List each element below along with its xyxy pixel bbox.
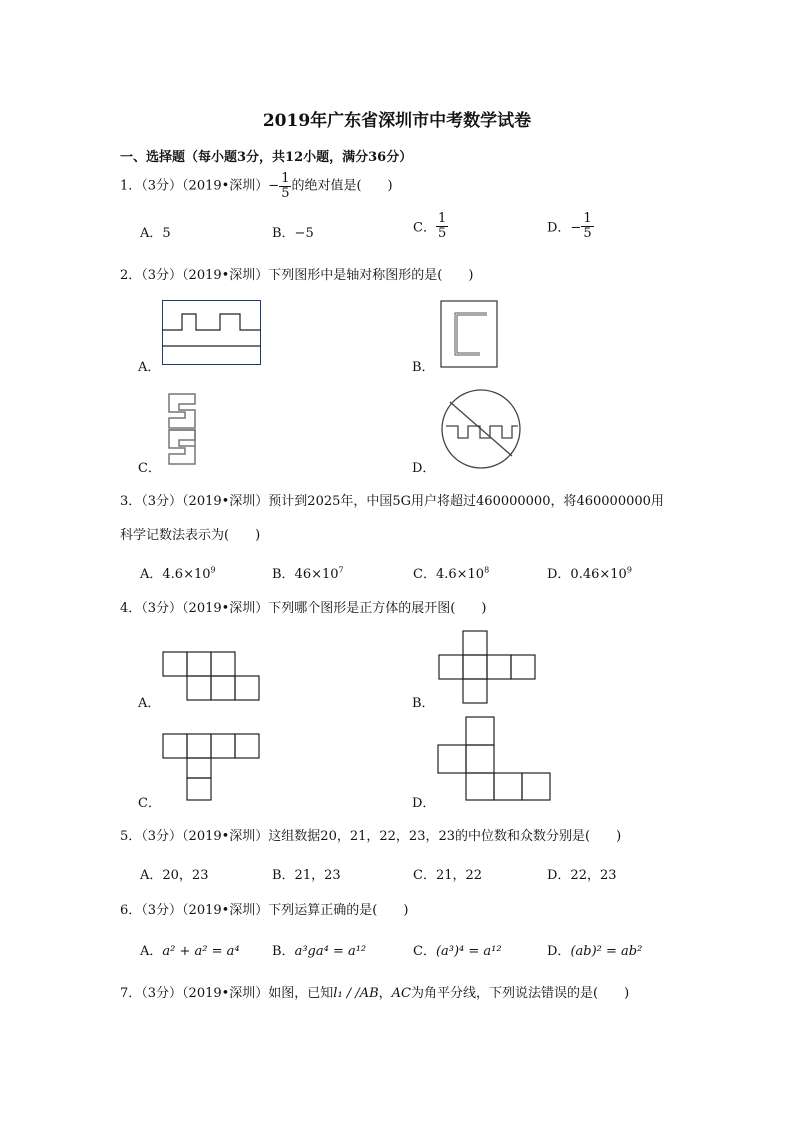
q1-option-c-den: 5	[437, 225, 447, 241]
question-1-neg: −	[268, 178, 280, 194]
q3-option-a-base: A．4.6×10	[140, 567, 211, 582]
question-5: 5．（3分）（2019•深圳）这组数据20，21，22，23，23的中位数和众数分别是( )	[120, 829, 622, 844]
question-1-prefix: 1．（3分）（2019•深圳）	[120, 178, 269, 194]
q3-option-d-base: D．0.46×10	[547, 567, 627, 582]
question-2: 2．（3分）（2019•深圳）下列图形中是轴对称图形的是( )	[120, 268, 474, 283]
q6-option-c-expr: (a³)⁴ = a¹²	[435, 944, 502, 959]
q2-figure-a	[162, 300, 262, 366]
q1-option-d-num: 1	[583, 211, 592, 226]
q6-option-d	[547, 940, 642, 959]
q1-option-d-den: 5	[583, 225, 592, 241]
q6-option-d-expr: (ab)² = ab²	[570, 944, 643, 959]
q6-option-b	[272, 940, 366, 959]
q6-option-a-expr: a² + a² = a⁴	[162, 944, 240, 959]
q4-label-d: D．	[412, 796, 436, 811]
q4-net-b	[438, 630, 536, 706]
q5-option-a: A．20，23	[140, 868, 209, 883]
q3-option-b	[272, 563, 344, 582]
question-1-frac-num: 1	[281, 171, 290, 186]
q2-label-b: B．	[412, 360, 435, 375]
question-7-math-1: l₁ / /AB	[333, 986, 379, 1001]
q5-option-b: B．21，23	[272, 868, 341, 883]
question-7	[120, 982, 629, 1001]
q2-figure-d	[440, 388, 522, 470]
q4-net-d	[437, 716, 553, 802]
question-7-suffix: 为角平分线，下列说法错误的是( )	[411, 986, 630, 1001]
q1-option-c	[413, 212, 448, 240]
question-7-prefix: 7．（3分）（2019•深圳）如图，已知	[120, 986, 334, 1001]
q5-option-d: D．22，23	[547, 868, 617, 883]
q1-option-a: A．5	[140, 226, 171, 241]
question-7-mid: ，	[378, 986, 392, 1001]
q2-label-d: D．	[412, 461, 436, 476]
q5-option-c: C．21，22	[413, 868, 483, 883]
q3-option-c	[413, 563, 489, 582]
q4-net-c	[162, 733, 262, 803]
q6-option-d-label: D．	[547, 944, 571, 959]
q1-option-d	[547, 212, 594, 240]
q2-figure-c	[165, 392, 201, 466]
q4-label-a: A．	[138, 696, 161, 711]
q3-option-b-exp: 7	[338, 565, 344, 575]
q4-label-b: B．	[412, 696, 435, 711]
question-3-line-2: 科学记数法表示为( )	[120, 528, 261, 543]
q2-label-c: C．	[138, 461, 161, 476]
question-6: 6．（3分）（2019•深圳）下列运算正确的是( )	[120, 903, 409, 918]
question-1-frac-den: 5	[281, 185, 290, 201]
q6-option-c-label: C．	[413, 944, 436, 959]
q6-option-b-expr: a³ga⁴ = a¹²	[294, 944, 367, 959]
q1-option-c-fraction	[436, 212, 448, 240]
q3-option-d-exp: 9	[626, 565, 632, 575]
page-title: 2019年广东省深圳市中考数学试卷	[262, 111, 532, 131]
q4-net-a	[162, 651, 260, 703]
q2-figure-b	[440, 300, 500, 370]
q2-label-a: A．	[138, 360, 161, 375]
q6-option-c	[413, 940, 502, 959]
q6-option-b-label: B．	[272, 944, 295, 959]
question-1-suffix: 的绝对值是( )	[291, 178, 393, 194]
section-heading: 一、选择题（每小题3分，共12小题，满分36分）	[120, 150, 413, 165]
question-3-line-1: 3．（3分）（2019•深圳）预计到2025年，中国5G用户将超过460000000，将460000000用	[120, 494, 664, 509]
question-7-math-2: AC	[391, 986, 411, 1001]
q1-option-c-num: 1	[437, 211, 447, 226]
q3-option-b-base: B．46×10	[272, 567, 339, 582]
q3-option-c-exp: 8	[484, 565, 490, 575]
q3-option-a-exp: 9	[210, 565, 216, 575]
q6-option-a	[140, 940, 240, 959]
q1-option-b: B．−5	[272, 226, 314, 241]
q1-option-c-label: C．	[413, 220, 436, 236]
q3-option-c-base: C．4.6×10	[413, 567, 485, 582]
question-1	[120, 172, 393, 200]
q3-option-a	[140, 563, 216, 582]
q1-option-d-label: D．−	[547, 220, 582, 236]
question-4: 4．（3分）（2019•深圳）下列哪个图形是正方体的展开图( )	[120, 601, 487, 616]
q3-option-d	[547, 563, 632, 582]
q6-option-a-label: A．	[140, 944, 163, 959]
question-1-fraction	[279, 172, 291, 200]
q1-option-d-fraction	[581, 212, 593, 240]
q4-label-c: C．	[138, 796, 161, 811]
